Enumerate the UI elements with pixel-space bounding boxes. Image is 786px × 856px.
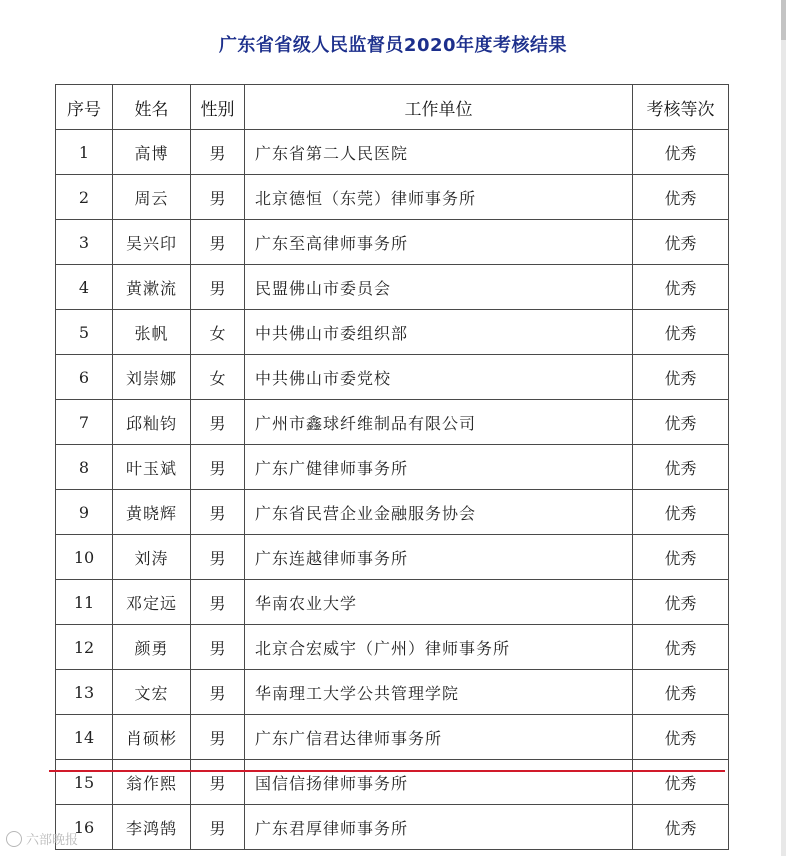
- cell-no: 1: [56, 130, 113, 175]
- cell-gender: 男: [191, 220, 245, 265]
- table-row: [56, 400, 729, 445]
- cell-name: 李鸿鹄: [113, 805, 191, 850]
- cell-name: 叶玉斌: [113, 445, 191, 490]
- table-row: [56, 175, 729, 220]
- table-row: [56, 805, 729, 850]
- cell-gender: 男: [191, 265, 245, 310]
- cell-unit: 民盟佛山市委员会: [245, 265, 633, 310]
- cell-gender: 男: [191, 535, 245, 580]
- header-grade: 考核等次: [633, 85, 729, 130]
- cell-unit: 广东君厚律师事务所: [245, 805, 633, 850]
- cell-gender: 男: [191, 805, 245, 850]
- cell-no: 4: [56, 265, 113, 310]
- cell-gender: 男: [191, 130, 245, 175]
- cell-grade: 优秀: [633, 580, 729, 625]
- cell-gender: 男: [191, 445, 245, 490]
- cell-gender: 男: [191, 400, 245, 445]
- table-row: [56, 130, 729, 175]
- cell-no: 3: [56, 220, 113, 265]
- cell-no: 6: [56, 355, 113, 400]
- watermark-text: 六部晚报: [26, 833, 79, 848]
- table-row: [56, 490, 729, 535]
- scrollbar-thumb[interactable]: [781, 0, 786, 40]
- header-no: 序号: [56, 85, 113, 130]
- cell-unit: 广东广健律师事务所: [245, 445, 633, 490]
- cell-unit: 国信信扬律师事务所: [245, 760, 633, 805]
- cell-name: 文宏: [113, 670, 191, 715]
- cell-no: 2: [56, 175, 113, 220]
- cell-name: 周云: [113, 175, 191, 220]
- cell-unit: 广东省民营企业金融服务协会: [245, 490, 633, 535]
- cell-unit: 北京合宏威宇（广州）律师事务所: [245, 625, 633, 670]
- document-title: 广东省省级人民监督员2020年度考核结果: [218, 35, 568, 56]
- header-gender: 性别: [191, 85, 245, 130]
- cell-grade: 优秀: [633, 400, 729, 445]
- cell-unit: 广东广信君达律师事务所: [245, 715, 633, 760]
- cell-gender: 男: [191, 490, 245, 535]
- watermark-logo-icon: [6, 831, 22, 847]
- cell-gender: 男: [191, 670, 245, 715]
- cell-no: 9: [56, 490, 113, 535]
- cell-unit: 广东连越律师事务所: [245, 535, 633, 580]
- cell-name: 邱籼钧: [113, 400, 191, 445]
- table-row: [56, 715, 729, 760]
- cell-unit: 广东至高律师事务所: [245, 220, 633, 265]
- cell-grade: 优秀: [633, 175, 729, 220]
- cell-no: 11: [56, 580, 113, 625]
- cell-grade: 优秀: [633, 760, 729, 805]
- cell-unit: 广州市鑫球纤维制品有限公司: [245, 400, 633, 445]
- highlight-underline: [49, 770, 725, 772]
- cell-name: 黄漱流: [113, 265, 191, 310]
- cell-no: 12: [56, 625, 113, 670]
- table-row: [56, 670, 729, 715]
- cell-no: 7: [56, 400, 113, 445]
- table-row: [56, 445, 729, 490]
- table-row: [56, 760, 729, 805]
- cell-gender: 女: [191, 310, 245, 355]
- cell-grade: 优秀: [633, 715, 729, 760]
- table-row: [56, 265, 729, 310]
- cell-unit: 广东省第二人民医院: [245, 130, 633, 175]
- cell-no: 15: [56, 760, 113, 805]
- cell-gender: 女: [191, 355, 245, 400]
- table-row: [56, 580, 729, 625]
- scrollbar[interactable]: [781, 0, 786, 856]
- cell-grade: 优秀: [633, 670, 729, 715]
- cell-grade: 优秀: [633, 265, 729, 310]
- cell-grade: 优秀: [633, 445, 729, 490]
- table-row: [56, 535, 729, 580]
- cell-gender: 男: [191, 580, 245, 625]
- cell-gender: 男: [191, 715, 245, 760]
- cell-no: 16: [56, 805, 113, 850]
- table-row: [56, 310, 729, 355]
- cell-name: 刘涛: [113, 535, 191, 580]
- table-header-row: [56, 85, 729, 130]
- cell-name: 肖硕彬: [113, 715, 191, 760]
- cell-name: 吴兴印: [113, 220, 191, 265]
- cell-unit: 北京德恒（东莞）律师事务所: [245, 175, 633, 220]
- cell-no: 13: [56, 670, 113, 715]
- cell-no: 8: [56, 445, 113, 490]
- cell-grade: 优秀: [633, 130, 729, 175]
- cell-unit: 中共佛山市委党校: [245, 355, 633, 400]
- cell-name: 张帆: [113, 310, 191, 355]
- cell-name: 刘崇娜: [113, 355, 191, 400]
- cell-grade: 优秀: [633, 490, 729, 535]
- cell-unit: 中共佛山市委组织部: [245, 310, 633, 355]
- cell-name: 高博: [113, 130, 191, 175]
- cell-unit: 华南农业大学: [245, 580, 633, 625]
- cell-gender: 男: [191, 175, 245, 220]
- table-row: [56, 355, 729, 400]
- cell-name: 黄晓辉: [113, 490, 191, 535]
- cell-name: 邓定远: [113, 580, 191, 625]
- header-name: 姓名: [113, 85, 191, 130]
- cell-grade: 优秀: [633, 625, 729, 670]
- cell-grade: 优秀: [633, 535, 729, 580]
- table-row: [56, 220, 729, 265]
- header-unit: 工作单位: [245, 85, 633, 130]
- table-row: [56, 625, 729, 670]
- cell-grade: 优秀: [633, 355, 729, 400]
- cell-grade: 优秀: [633, 310, 729, 355]
- cell-name: 翁作熙: [113, 760, 191, 805]
- cell-no: 5: [56, 310, 113, 355]
- cell-no: 14: [56, 715, 113, 760]
- cell-gender: 男: [191, 760, 245, 805]
- cell-grade: 优秀: [633, 220, 729, 265]
- cell-gender: 男: [191, 625, 245, 670]
- watermark: [6, 829, 78, 848]
- cell-no: 10: [56, 535, 113, 580]
- results-table: [55, 84, 729, 850]
- cell-grade: 优秀: [633, 805, 729, 850]
- cell-name: 颜勇: [113, 625, 191, 670]
- cell-unit: 华南理工大学公共管理学院: [245, 670, 633, 715]
